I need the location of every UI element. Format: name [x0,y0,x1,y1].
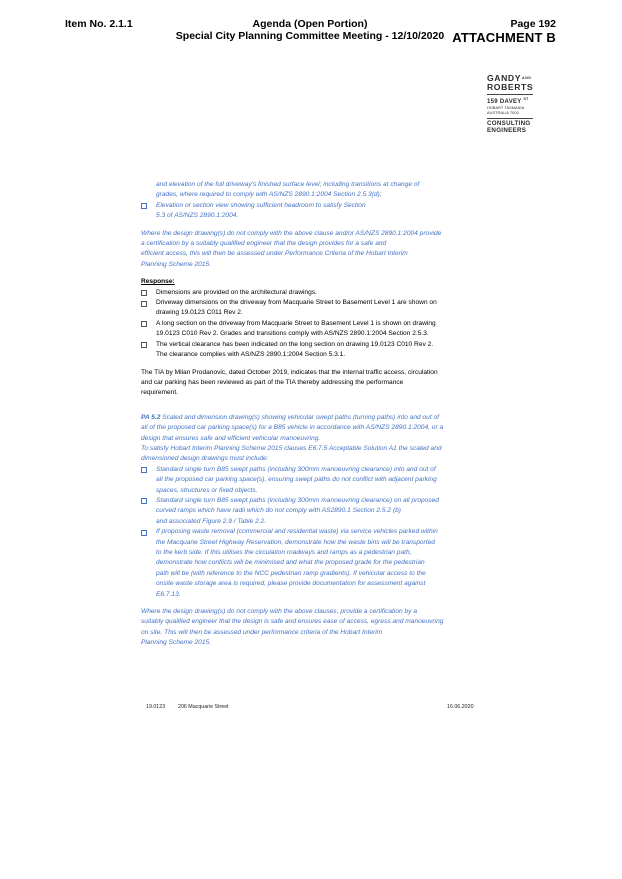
pa-label: PA 5.2 [141,413,161,421]
bullet-box-icon [141,498,147,504]
response-heading: Response: [141,278,175,286]
agenda-header [150,18,470,42]
attachment-label: ATTACHMENT B [452,30,556,45]
document-body [141,180,486,649]
logo-city: HOBART TASMANIA [487,106,525,110]
meeting-title: Special City Planning Committee Meeting - 12/10/2020 [175,30,445,42]
item-number: Item No. 2.1.1 [65,18,133,30]
bullet-box-icon [141,290,147,296]
closing-paragraph: Where the design drawing(s) do not comply with the above clauses, provide a certification by a suitably qualified engineer that the design is safe and ensures ease of access, egress and manoeuvring on site. This will then be assessed under performance criteria of the Hobart Interim Planning Scheme 2015. [141,608,444,647]
footer-address: 206 Macquarie Street [178,704,229,710]
logo-divider [487,94,533,95]
pa-bullet: Standard single turn B85 swept paths (including 300mm manoeuvring clearance) into and out of all the proposed car parking space(s), ensuring swept paths do not conflict with adjacent parking spaces, structures or fixed objects. [141,465,486,496]
response-item: The vertical clearance has been indicated on the long section on drawing 19.0123 C010 Rev 2. The clearance complies with AS/NZS 2890.1:2004 Section 5.3.1. [141,340,486,361]
bullet-box-icon [141,530,147,536]
intro-bullet: Elevation or section view showing sufficient headroom to satisfy Section 5.3 of AS/NZS 2890.1:2004. [141,201,486,222]
agenda-title: Agenda (Open Portion) [252,18,368,30]
pa-bullet: If proposing waste removal (commercial and residential waste) via service vehicles parked within the Macquarie Street Highway Reservation, demonstrate how the waste bins will be transported to the kerb side. If this utilises the circulation roadways and ramps as a pedestrian path, demonstrate how conflicts will be minimised and what the proposed grade for the pedestrian path will be (with reference to the NCC pedestrian ramp gradients). If vehicular access to the onsite waste storage area is required, please provide documentation for assessment against E6.7.13. [141,527,486,600]
response-item: Driveway dimensions on the driveway from Macquarie Street to Basement Level 1 are shown on drawing 19.0123 C011 Rev 2. [141,298,486,319]
footer-job-number: 19.0123 [146,704,166,710]
logo-line-roberts: ROBERTS [487,82,534,92]
bullet-box-icon [141,321,147,327]
logo-street: 159 DAVEY $^{ST}$ [487,97,529,105]
company-logo [487,74,533,134]
bullet-box-icon [141,342,147,348]
logo-engineers: ENGINEERS [487,127,527,134]
response-item: Dimensions are provided on the architectural drawings. [141,288,486,298]
logo-line-gandy: $GANDY^{AND}$ [487,73,532,83]
logo-divider [487,118,533,119]
intro-paragraph: Where the design drawing(s) do not comply with the above clause and/or AS/NZS 2890.1:2004 provide a certification by a suitably qualified engineer that the design provides for a safe and efficient access, this will then be assessed under Performance Criteria of the Hobart Interim Planning Scheme 2015. [141,229,442,268]
tia-paragraph: The TIA by Milan Prodanovic, dated October 2019, indicates that the internal traffic access, circulation and car parking has been reviewed as part of the TIA thereby addressing the performance requirement. [141,368,438,397]
page-number: Page 192 [510,18,556,30]
bullet-box-icon [141,467,147,473]
footer-date: 16.06.2020 [447,704,474,710]
logo-country: AUSTRALIA 7000 [487,111,519,115]
logo-consulting: CONSULTING [487,120,531,127]
page-header-right [452,18,556,45]
pa-bullet: Standard single turn B85 swept paths (including 300mm manoeuvring clearance) on all proposed curved ramps which have radii which do not comply with AS2890.1 Section 2.5.2 (b) and associated Figure 2.9 / Table 2.2. [141,496,486,527]
intro-continuation: and elevation of the full driveway's finished surface level; including transitions at change of grades, where required to comply with AS/NZS 2890.1:2004 Section 2.5.3(d); [156,181,420,199]
pa-5-2-paragraph: PA 5.2 Scaled and dimension drawing(s) showing vehicular swept paths (turning paths) into and out of all of the proposed car parking space(s) for a B85 vehicle in accordance with AS/NZS 2890.1:2004, or a design that ensures safe and efficient vehicular manoeuvring. To satisfy Hobart Interim Planning Scheme 2015 clauses E6.7.5 Acceptable Solution A1 the scaled and dimensioned design drawings must include: [141,413,444,463]
bullet-box-icon [141,203,147,209]
response-item: A long section on the driveway from Macquarie Street to Basement Level 1 is shown on drawing 19.0123 C010 Rev 2. Grades and transitions comply with AS/NZS 2890.1:2004 Section 2.5.3. [141,319,486,340]
bullet-box-icon [141,301,147,307]
